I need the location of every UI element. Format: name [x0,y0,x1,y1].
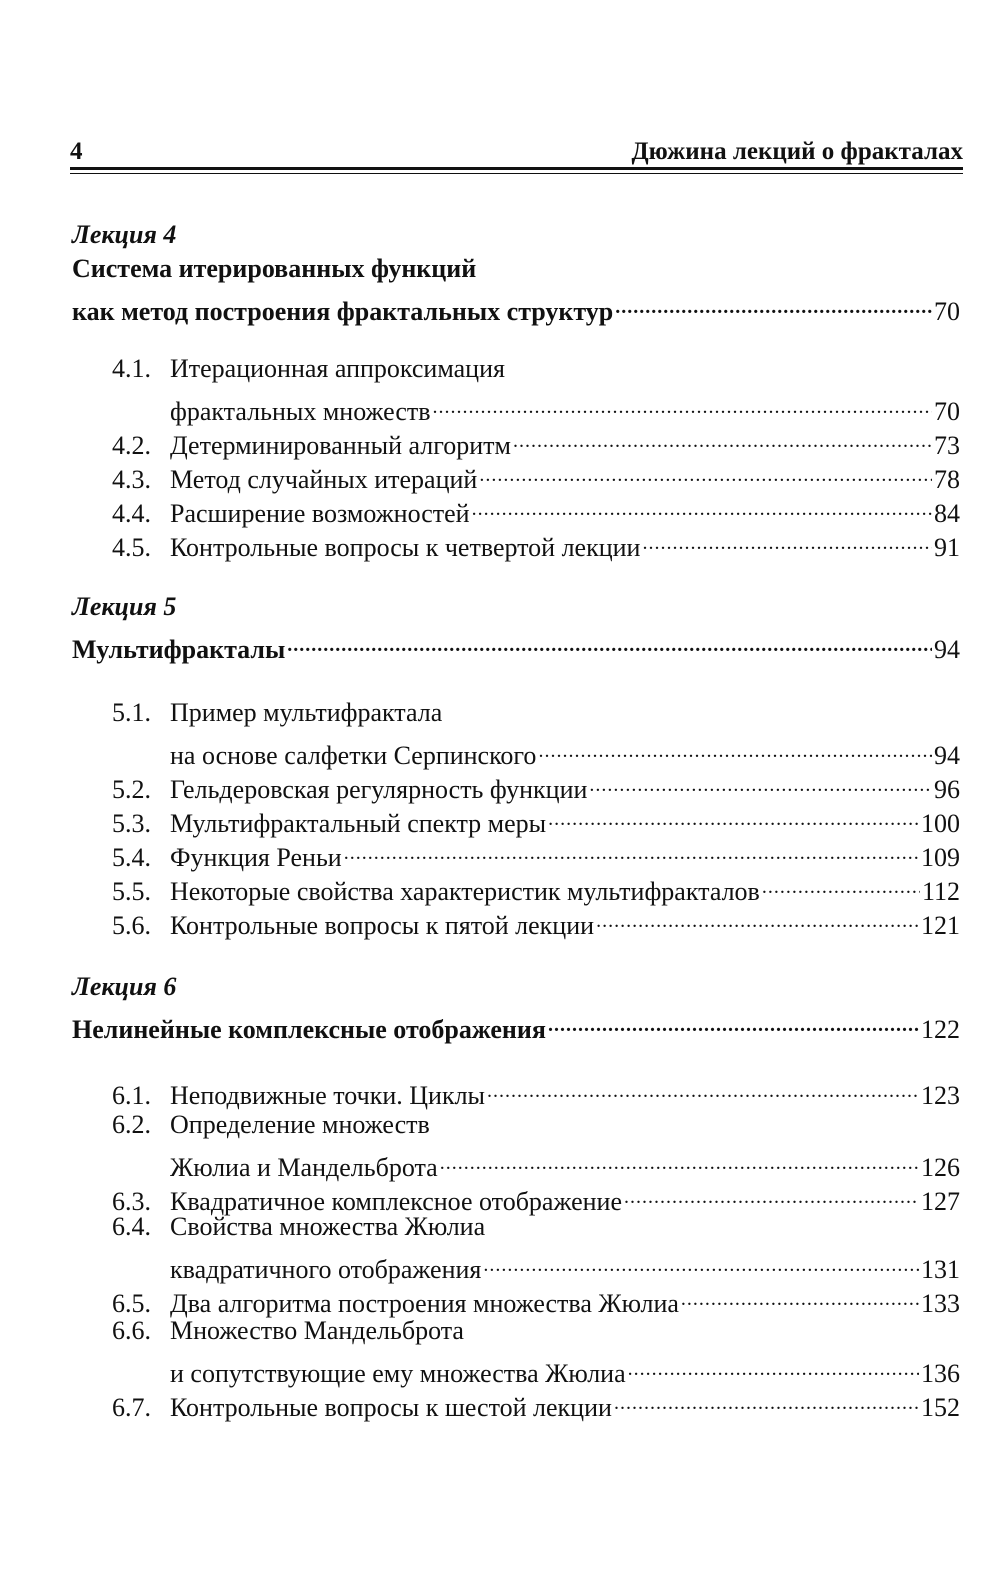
section-page: 109 [921,843,960,872]
section-number: 6.3. [112,1187,151,1216]
section-title: Два алгоритма построения множества Жюлиа [170,1289,679,1318]
section-title-cont: Жюлиа и Мандельброта [170,1153,438,1182]
section-title: Определение множеств [170,1110,430,1139]
section-title-cont: фрактальных множеств [170,397,431,426]
toc-item-6-4[interactable] [170,1244,960,1284]
toc-item-5-3[interactable] [112,798,960,838]
dot-leader [681,1278,919,1312]
section-page: 91 [934,533,960,562]
book-title: Дюжина лекций о фракталах [631,138,963,165]
section-number: 5.5. [112,877,151,906]
toc-item-4-3[interactable] [112,454,960,494]
section-title: Контрольные вопросы к шестой лекции [170,1393,612,1422]
section-number: 5.2. [112,775,151,804]
toc-item-6-7[interactable] [112,1382,960,1422]
lecture-4-title-line2: как метод построения фрактальных структур [72,297,614,326]
section-title: Контрольные вопросы к четвертой лекции [170,533,641,562]
toc-item-5-5[interactable] [112,866,960,906]
toc-item-6-5[interactable] [112,1278,960,1318]
lecture-6-label: Лекция 6 [72,972,177,1001]
section-title: Гельдеровская регулярность функции [170,775,588,804]
header-rule-thick [70,167,963,170]
toc-item-5-2[interactable] [112,764,960,804]
toc-item-6-2-first[interactable] [112,1108,430,1142]
dot-leader [589,764,932,798]
dot-leader [479,454,932,488]
lecture-4-page: 70 [934,297,960,326]
lecture-5-label: Лекция 5 [72,592,177,621]
section-title: Некоторые свойства характеристик мультифракталов [170,877,760,906]
toc-item-5-1-first[interactable] [112,696,442,730]
dot-leader [433,386,932,420]
section-title: Свойства множества Жюлиа [170,1212,486,1241]
section-title: Мультифрактальный спектр меры [170,809,547,838]
section-number: 5.1. [112,698,151,727]
dot-leader [513,420,932,454]
dot-leader [615,286,932,320]
section-number: 6.6. [112,1316,151,1345]
lecture-5-page: 94 [934,635,960,664]
section-number: 5.6. [112,911,151,940]
section-title: Неподвижные точки. Циклы [170,1081,486,1110]
dot-leader [642,522,932,556]
dot-leader [472,488,932,522]
running-header [70,128,963,166]
section-page: 112 [921,877,960,906]
toc-item-6-6-first[interactable] [112,1314,464,1348]
toc-item-4-1[interactable] [170,386,960,426]
dot-leader [483,1244,919,1278]
section-number: 6.1. [112,1081,151,1110]
dot-leader [628,1348,919,1382]
toc-item-6-3[interactable] [112,1176,960,1216]
section-number: 4.5. [112,533,151,562]
section-page: 96 [934,775,960,804]
dot-leader [548,1004,919,1038]
section-page: 73 [934,431,960,460]
toc-item-4-4[interactable] [112,488,960,528]
dot-leader [624,1176,919,1210]
lecture-4-title-row[interactable] [72,286,960,326]
toc-item-6-2[interactable] [170,1142,960,1182]
lecture-5-title: Мультифракталы [72,635,286,664]
section-page: 100 [921,809,960,838]
section-page: 136 [921,1359,960,1388]
section-page: 94 [934,741,960,770]
section-page: 70 [934,397,960,426]
toc-item-5-6[interactable] [112,900,960,940]
toc-item-4-2[interactable] [112,420,960,460]
toc-item-5-1[interactable] [170,730,960,770]
lecture-5-title-row[interactable] [72,624,960,664]
section-number: 6.4. [112,1212,151,1241]
toc-item-4-1-first[interactable] [112,352,505,386]
section-page: 127 [921,1187,960,1216]
section-title-cont: квадратичного отображения [170,1255,482,1284]
lecture-4-title-line1: Система итерированных функций [72,254,477,283]
section-number: 6.7. [112,1393,151,1422]
section-title: Итерационная аппроксимация [170,354,505,383]
dot-leader [344,832,919,866]
section-number: 5.4. [112,843,151,872]
lecture-4-label: Лекция 4 [72,220,177,249]
toc-item-6-1[interactable] [112,1070,960,1110]
section-number: 4.3. [112,465,151,494]
section-title: Детерминированный алгоритм [170,431,511,460]
page-number: 4 [70,138,83,165]
lecture-6-page: 122 [921,1015,960,1044]
dot-leader [538,730,932,764]
section-title-cont: на основе салфетки Серпинского [170,741,537,770]
lecture-6-title: Нелинейные комплексные отображения [72,1015,546,1044]
section-number: 4.2. [112,431,151,460]
dot-leader [440,1142,919,1176]
section-page: 123 [921,1081,960,1110]
section-number: 4.4. [112,499,151,528]
section-page: 121 [921,911,960,940]
toc-item-4-5[interactable] [112,522,960,562]
header-rule-thin [70,173,963,174]
section-number: 6.5. [112,1289,151,1318]
section-page: 78 [934,465,960,494]
section-title: Квадратичное комплексное отображение [170,1187,623,1216]
dot-leader [487,1070,919,1104]
toc-item-5-4[interactable] [112,832,960,872]
section-title-cont: и сопутствующие ему множества Жюлиа [170,1359,626,1388]
section-number: 4.1. [112,354,151,383]
section-title: Пример мультифрактала [170,698,443,727]
section-title: Расширение возможностей [170,499,470,528]
dot-leader [762,866,920,900]
toc-item-6-4-first[interactable] [112,1210,485,1244]
section-page: 152 [921,1393,960,1422]
section-number: 6.2. [112,1110,151,1139]
dot-leader [548,798,919,832]
section-title: Функция Реньи [170,843,342,872]
section-page: 131 [921,1255,960,1284]
dot-leader [614,1382,919,1416]
section-page: 126 [921,1153,960,1182]
section-title: Контрольные вопросы к пятой лекции [170,911,595,940]
toc-item-6-6[interactable] [170,1348,960,1388]
section-page: 133 [921,1289,960,1318]
section-page: 84 [934,499,960,528]
lecture-6-title-row[interactable] [72,1004,960,1044]
section-title: Метод случайных итераций [170,465,478,494]
section-title: Множество Мандельброта [170,1316,464,1345]
dot-leader [596,900,919,934]
dot-leader [287,624,932,658]
section-number: 5.3. [112,809,151,838]
